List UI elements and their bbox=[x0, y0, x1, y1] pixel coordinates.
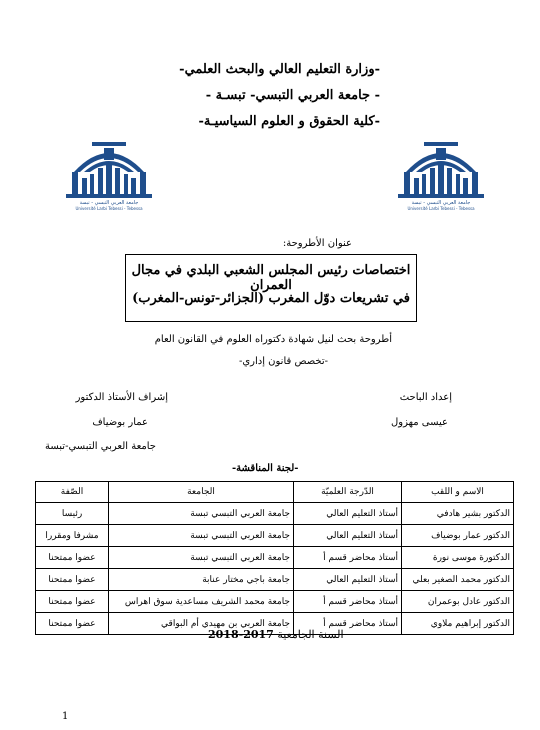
member-name: الدكتور عمار بوضياف bbox=[402, 525, 514, 547]
member-university: جامعة باجي مختار عنابة bbox=[109, 569, 294, 591]
member-rank: أستاذ التعليم العالي bbox=[294, 569, 402, 591]
member-name: الدكتور محمد الصغير بعلي bbox=[402, 569, 514, 591]
prepared-by-label: إعداد الباحث bbox=[399, 392, 452, 403]
member-role: عضوا ممتحنا bbox=[36, 591, 109, 613]
degree-line: أطروحة بحث لنيل شهادة دكتوراه العلوم في القانون العام bbox=[154, 334, 392, 345]
logo-caption-ar: جامعة العربي التبسي - تبسة bbox=[79, 200, 139, 206]
table-row bbox=[36, 591, 514, 613]
member-role: مشرفا ومقررا bbox=[36, 525, 109, 547]
thesis-title-box bbox=[125, 254, 417, 322]
column-header-name: الاسم و اللقب bbox=[402, 482, 514, 503]
academic-year bbox=[208, 628, 344, 641]
member-name: الدكتور عادل بوعمران bbox=[402, 591, 514, 613]
page-number: 1 bbox=[62, 711, 69, 722]
thesis-title-line2: في تشريعات دوّل المغرب (الجزائر-تونس-المغرب) bbox=[132, 291, 410, 306]
thesis-title-line1: اختصاصات رئيس المجلس الشعبي البلدي في مجال العمران bbox=[131, 263, 411, 293]
committee-heading: -لجنة المناقشة- bbox=[232, 463, 299, 474]
column-header-university: الجامعة bbox=[109, 482, 294, 503]
university-logo-left bbox=[60, 138, 158, 212]
faculty-line: -كلية الحقوق و العلوم السياسيـة- bbox=[198, 114, 380, 129]
member-rank: أستاذ التعليم العالي bbox=[294, 525, 402, 547]
member-rank: أستاذ محاضر قسم أ bbox=[294, 613, 402, 635]
column-header-role: الصّفة bbox=[36, 482, 109, 503]
member-university: جامعة العربي التبسي تبسة bbox=[109, 503, 294, 525]
member-role: عضوا ممتحنا bbox=[36, 547, 109, 569]
member-university: جامعة محمد الشريف مساعدية سوق اهراس bbox=[109, 591, 294, 613]
member-university: جامعة العربي التبسي تبسة bbox=[109, 525, 294, 547]
academic-year-label: السنة الجامعية bbox=[277, 628, 344, 641]
logo-caption-ar: جامعة العربي التبسي - تبسة bbox=[411, 200, 471, 206]
member-university: جامعة العربي بن مهيدي أم البواقي bbox=[109, 613, 294, 635]
specialty-line: -تخصص قانون إداري- bbox=[238, 356, 328, 367]
table-row bbox=[36, 547, 514, 569]
member-university: جامعة العربي التبسي تبسة bbox=[109, 547, 294, 569]
table-row bbox=[36, 569, 514, 591]
ministry-line: -وزارة التعليم العالي والبحث العلمي- bbox=[179, 62, 380, 77]
committee-table bbox=[35, 481, 514, 635]
supervision-label: إشراف الأستاذ الدكتور bbox=[75, 392, 168, 403]
member-rank: أستاذ محاضر قسم أ bbox=[294, 547, 402, 569]
logo-caption-fr: Université Larbi Tebessi - Tebessa bbox=[407, 206, 475, 211]
university-logo-right bbox=[392, 138, 490, 212]
member-role: رئيسا bbox=[36, 503, 109, 525]
logo-caption-fr: Université Larbi Tebessi - Tebessa bbox=[75, 206, 143, 211]
member-role: عضوا ممتحنا bbox=[36, 569, 109, 591]
member-name: الدكتور إبراهيم ملاوي bbox=[402, 613, 514, 635]
academic-year-value: 2017-2018 bbox=[208, 628, 274, 641]
table-row bbox=[36, 503, 514, 525]
member-rank: أستاذ محاضر قسم أ bbox=[294, 591, 402, 613]
member-role: عضوا ممتحنا bbox=[36, 613, 109, 635]
member-name: الدكتور بشير هادفي bbox=[402, 503, 514, 525]
researcher-name: عيسى مهزول bbox=[391, 417, 448, 428]
supervisor-university: جامعة العربي التبسي-تبسة bbox=[45, 441, 156, 452]
university-line: - جامعة العربي التبسي- تبسـة - bbox=[205, 88, 380, 103]
member-name: الدكتورة موسى نورة bbox=[402, 547, 514, 569]
committee-header-row bbox=[36, 482, 514, 503]
title-label: عنوان الأطروحة: bbox=[282, 238, 352, 249]
column-header-rank: الدّرجة العلميّة bbox=[294, 482, 402, 503]
member-rank: أستاذ التعليم العالي bbox=[294, 503, 402, 525]
table-row bbox=[36, 525, 514, 547]
supervisor-name: عمار بوضياف bbox=[92, 417, 148, 428]
